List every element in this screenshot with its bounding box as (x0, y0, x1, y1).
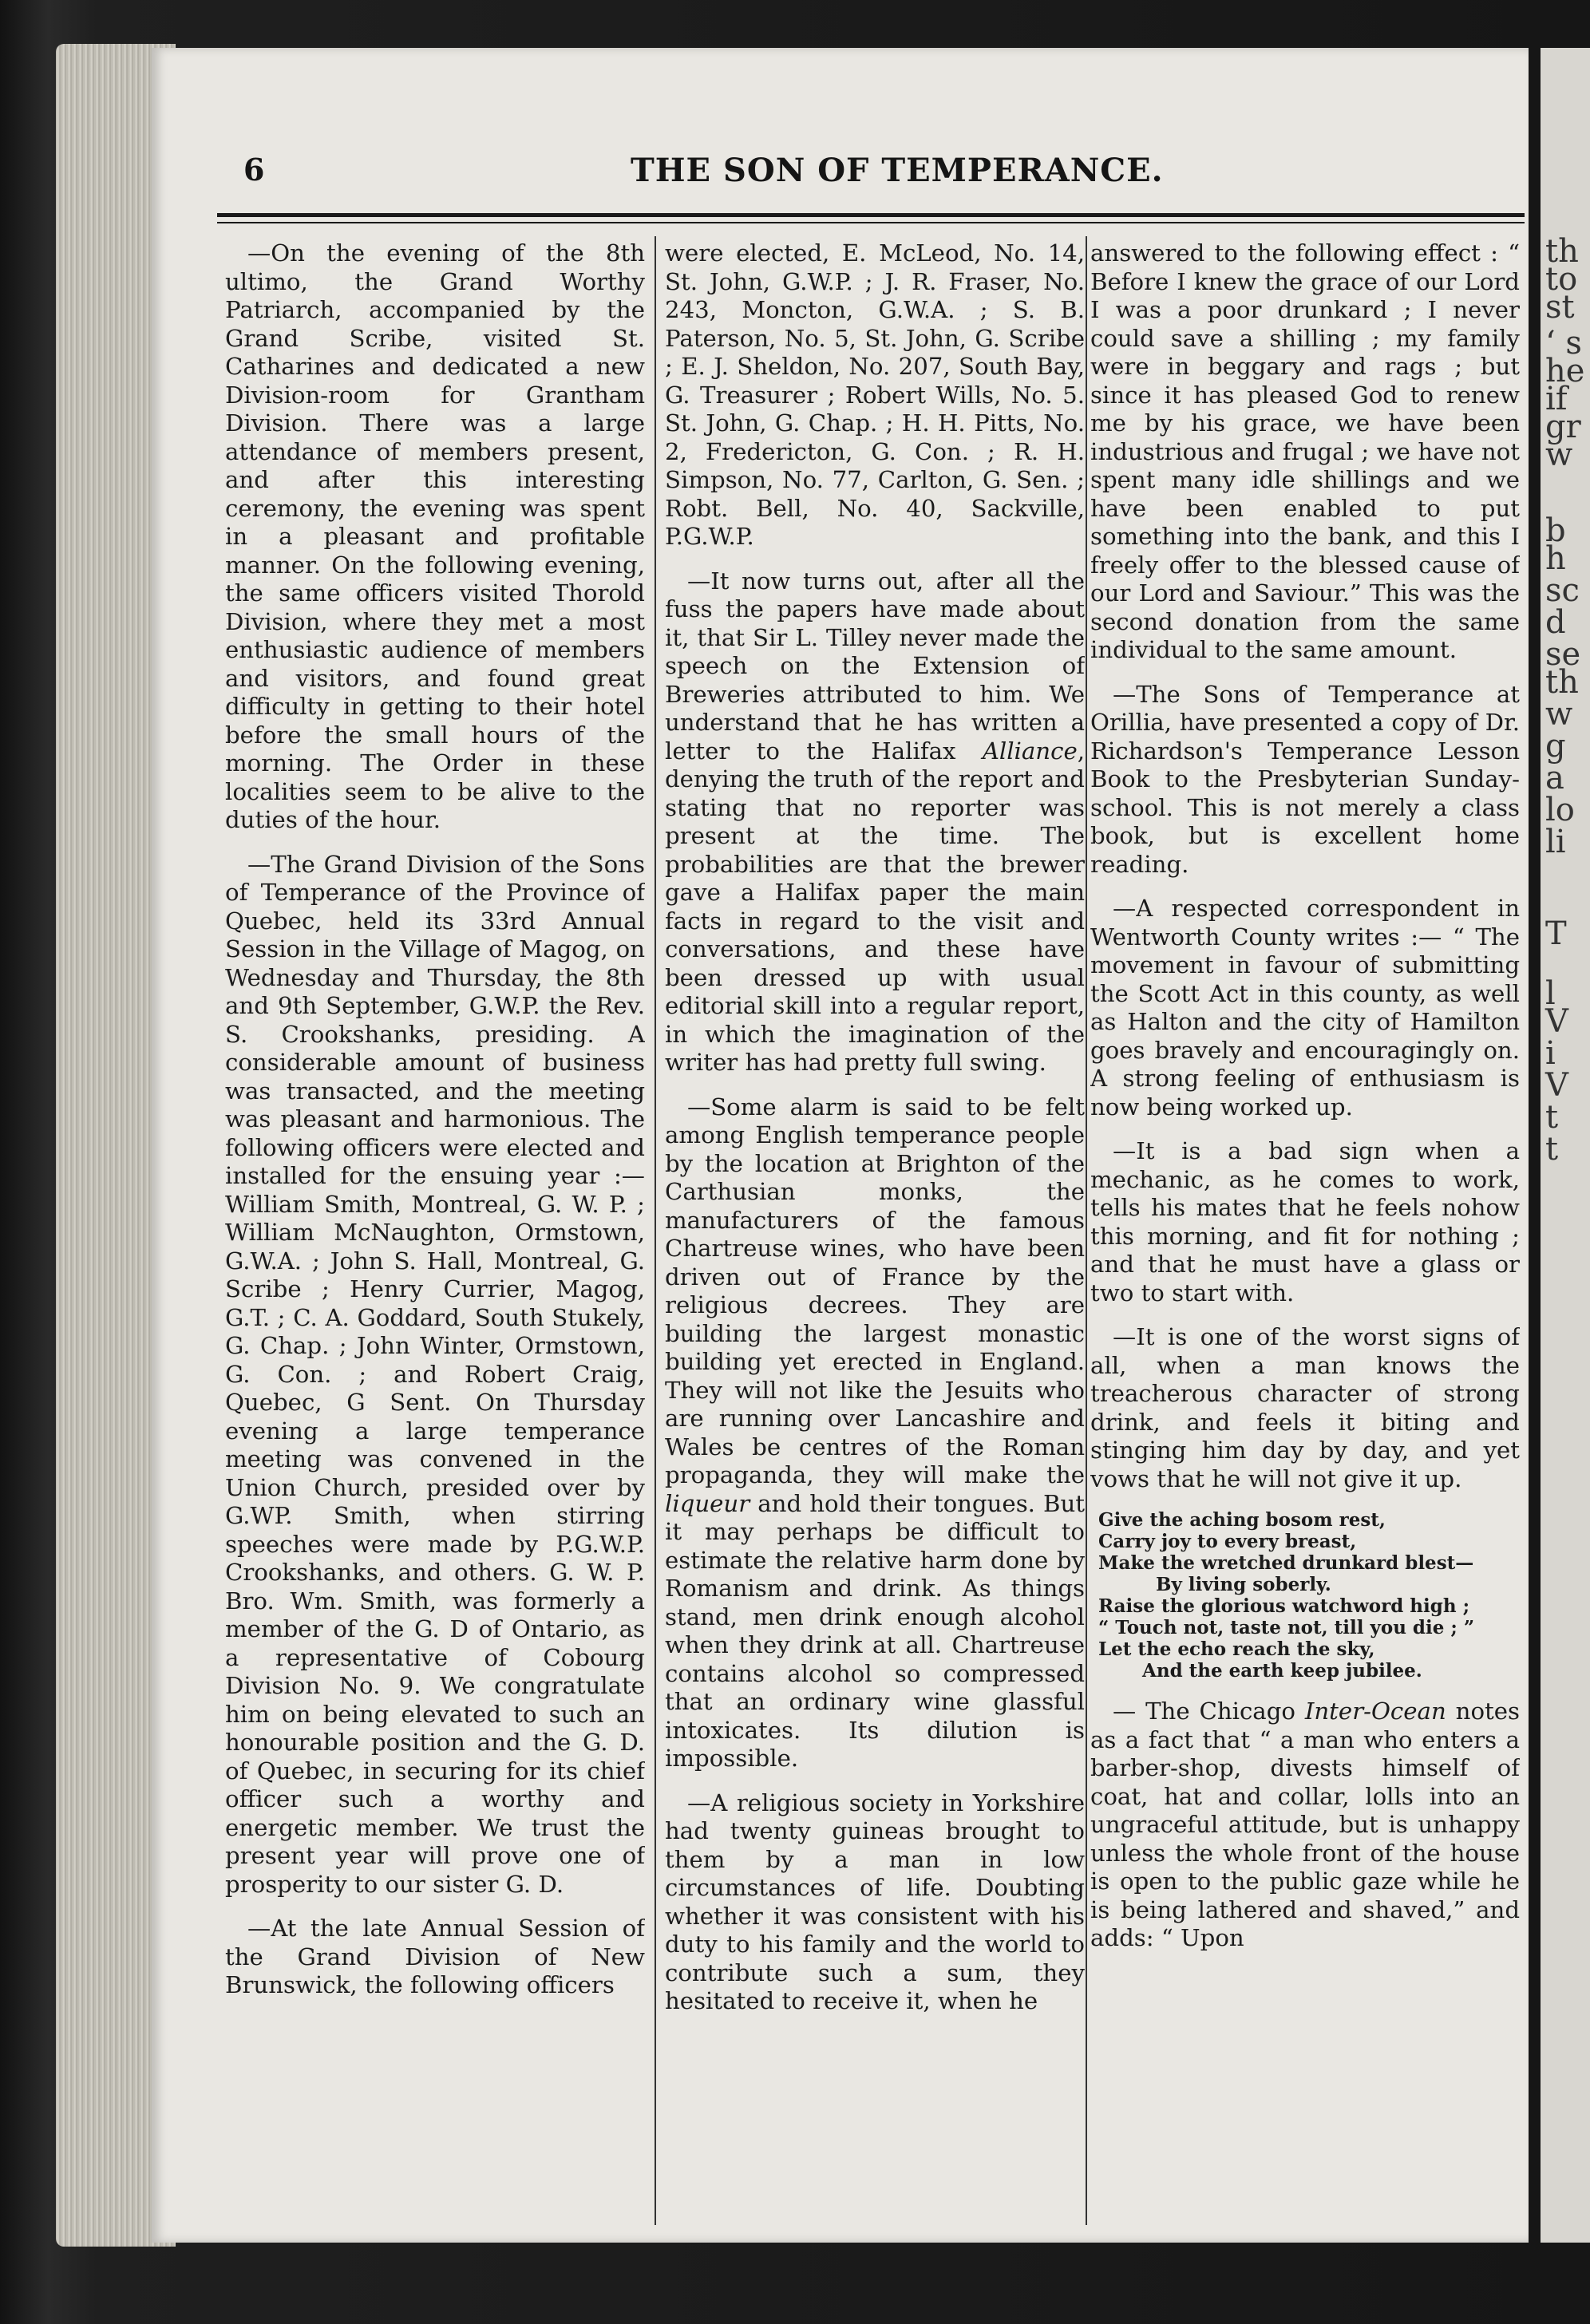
poem-line: And the earth keep jubilee. (1142, 1660, 1422, 1682)
facing-page-text-fragment: lo (1545, 792, 1575, 828)
article-new-brunswick-start: —At the late Annual Session of the Grand Division of New Brunswick, the following officers (225, 1915, 645, 1998)
poem-line: Carry joy to every breast, (1098, 1531, 1357, 1552)
facing-page-text-fragment: g (1545, 728, 1566, 765)
facing-page-text-fragment: a (1545, 760, 1564, 796)
article-grantham-division: —On the evening of the 8th ultimo, the Grand Worthy Patriarch, accompanied by the Grand Scribe, visited St. Catharines and dedicated a new Division-room for Grantham Division. There was a large attendance of members present, and after this interesting ceremony, the evening was spent in a pleasant and profitable manner. On the following evening, the same officers visited Thorold Division, where they met a most enthusiastic audience of members and visitors, and found great difficulty in getting to their hotel before the small hours of the morning. The Order in these localities seem to be alive to the duties of the hour. (225, 239, 645, 833)
article-new-brunswick-officers: were elected, E. McLeod, No. 14, St. John, G.W.P. ; J. R. Fraser, No. 243, Moncton, G.W.A. ; S. B. Paterson, No. 5, St. John, G. Scribe ; E. J. Sheldon, No. 207, South Bay, G. Treasurer ; Robert Wills, No. 5. St. John, G. Chap. ; H. H. Pitts, No. 2, Fredericton, G. Con. ; R. H. Simpson, No. 77, Carlton, G. Sen. ; Robt. Bell, No. 40, Sackville, P.G.W.P. (665, 239, 1085, 550)
facing-page-text-fragment: b (1545, 512, 1566, 549)
facing-page-text-fragment: if (1545, 381, 1568, 417)
header-rule-thick (217, 213, 1525, 217)
article-chicago-inter-ocean: — The Chicago Inter-Ocean notes as a fact that “ a man who enters a barber-shop, divests himself of coat, hat and collar, lolls into an ungraceful attitude, but is unhappy unless the whole front of the house is open to the public gaze while he is being lathered and shaved,” and adds: “ Upon (1090, 1698, 1520, 1951)
poem-line: Give the aching bosom rest, (1098, 1509, 1386, 1531)
facing-page-text-fragment: st (1545, 289, 1575, 326)
poem-line: Raise the glorious watchword high ; (1098, 1595, 1470, 1617)
temperance-poem (1098, 1509, 1520, 1682)
article-wentworth-county: —A respected correspondent in Wentworth County writes :— “ The movement in favour of submitting the Scott Act in this county, as well as Halton and the city of Hamilton goes bravely and encouragingly on. A strong feeling of enthusiasm is now being worked up. (1090, 895, 1520, 1120)
facing-page-text-fragment: h (1545, 540, 1566, 577)
article-tilley-speech: —It now turns out, after all the fuss the papers have made about it, that Sir L. Tilley never made the speech on the Extension of Breweries attributed to him. We understand that he has written a letter to the Halifax Alliance, denying the truth of the report and stating that no reporter was present at the time. The probabilities are that the brewer gave a Halifax paper the main facts in regard to the visit and conversations, and these have been dressed up with usual editorial skill into a regular report, in which the imagination of the writer has had pretty full swing. (665, 567, 1085, 1076)
newspaper-name-inter-ocean: Inter-Ocean (1304, 1698, 1446, 1725)
facing-page-text-fragment: d (1545, 604, 1566, 641)
article-orillia: —The Sons of Temperance at Orillia, have presented a copy of Dr. Richardson's Temperance Lesson Book to the Presbyterian Sunday-school. This is not merely a class book, but is excellent home reading. (1090, 680, 1520, 878)
column-divider-2 (1086, 236, 1087, 2225)
facing-page-text-fragment: li (1545, 824, 1566, 860)
facing-page-text-fragment: w (1545, 437, 1573, 473)
facing-page-text-fragment: to (1545, 261, 1578, 298)
column-divider-1 (655, 236, 656, 2225)
facing-page-text-fragment: V (1545, 1067, 1568, 1104)
column-3 (1090, 239, 1520, 2227)
facing-page-text-fragment: t (1545, 1099, 1559, 1136)
facing-page-text-fragment: ‘ s (1545, 325, 1582, 362)
facing-page-text-fragment: se (1545, 636, 1581, 673)
poem-line: Make the wretched drunkard blest— (1098, 1552, 1474, 1574)
facing-page-text-fragment: gr (1545, 409, 1581, 445)
facing-page-text-fragment: th (1545, 664, 1579, 701)
facing-page-text-fragment: V (1545, 1003, 1568, 1040)
article-yorkshire-society: —A religious society in Yorkshire had twenty guineas brought to them by a man in low circumstances of life. Doubting whether it was consistent with his duty to his family and the world to contribute such a sum, they hesitated to receive it, when he (665, 1788, 1085, 2014)
facing-page-text-fragment: sc (1545, 572, 1580, 609)
column-2 (665, 239, 1085, 2227)
word-liqueur: liqueur (665, 1489, 750, 1517)
article-yorkshire-continuation: answered to the following effect : “ Before I knew the grace of our Lord I was a poor drunkard ; I never could save a shilling ; my family were in beggary and rags ; but since it has pleased God to renew me by his grace, we have been industrious and frugal ; we have not spent many idle shillings and we have been enabled to put something into the bank, and this I freely offer to the blessed cause of our Lord and Saviour.” This was the second donation from the same individual to the same amount. (1090, 239, 1520, 663)
newspaper-name-alliance: Alliance (982, 737, 1078, 765)
facing-page-text-fragment: t (1545, 1131, 1559, 1168)
article-worst-signs: —It is one of the worst signs of all, when a man knows the treacherous character of strong drink, and feels it biting and stinging him day by day, and yet vows that he will not give it up. (1090, 1323, 1520, 1492)
facing-page-text-fragment: he (1545, 353, 1585, 389)
facing-page-text-fragment: w (1545, 696, 1573, 733)
article-quebec-grand-division: —The Grand Division of the Sons of Temperance of the Province of Quebec, held its 33rd Annual Session in the Village of Magog, on Wednesday and Thursday, the 8th and 9th September, G.W.P. the Rev. S. Crookshanks, presiding. A considerable amount of business was transacted, and the meeting was pleasant and harmonious. The following officers were elected and installed for the ensuing year :—William Smith, Montreal, G. W. P. ; William McNaughton, Ormstown, G.W.A. ; John S. Hall, Montreal, G. Scribe ; Henry Currier, Magog, G.T. ; C. A. Goddard, South Stukely, G. Chap. ; John Winter, Ormstown, G. Con. ; and Robert Craig, Quebec, G Sent. On Thursday evening a large temperance meeting was convened in the Union Church, presided over by G.WP. Smith, when stirring speeches were made by P.G.W.P. Crookshanks, and others. G. W. P. Bro. Wm. Smith, was formerly a member of the G. D of Ontario, as a representative of Cobourg Division No. 9. We congratulate him on being elevated to such an honourable position and the G. D. of Quebec, in securing for its chief officer such a worthy and energetic member. We trust the present year will prove one of prosperity to our sister G. D. (225, 850, 645, 1898)
article-carthusian-monks: —Some alarm is said to be felt among English temperance people by the location at Brighton of the Carthusian monks, the manufacturers of the famous Chartreuse wines, who have been driven out of France by the religious decrees. They are building the largest monastic building yet erected in England. They will not like the Jesuits who are running over Lancashire and Wales be centres of the Roman propaganda, they will make the liqueur and hold their tongues. But it may perhaps be difficult to estimate the relative harm done by Romanism and drink. As things stand, men drink enough alcohol when they drink at all. Chartreuse contains alcohol so compressed that an ordinary wine glassful intoxicates. Its dilution is impossible. (665, 1093, 1085, 1772)
facing-page-fragment (1541, 48, 1590, 2243)
facing-page-text-fragment: T (1545, 915, 1567, 952)
page-number: 6 (243, 152, 265, 188)
column-1 (225, 239, 645, 2227)
poem-line: Let the echo reach the sky, (1098, 1638, 1375, 1660)
running-title: THE SON OF TEMPERANCE. (631, 152, 1164, 189)
header-rule-thin (217, 222, 1525, 223)
facing-page-text-fragment: l (1545, 975, 1556, 1012)
facing-page-text-fragment: th (1545, 233, 1579, 270)
article-mechanic: —It is a bad sign when a mechanic, as he comes to work, tells his mates that he feels nohow this morning, and fit for nothing ; and that he must have a glass or two to start with. (1090, 1137, 1520, 1306)
poem-line: By living soberly. (1156, 1574, 1331, 1595)
poem-line: “ Touch not, taste not, till you die ; ” (1098, 1617, 1475, 1638)
facing-page-text-fragment: i (1545, 1035, 1556, 1072)
